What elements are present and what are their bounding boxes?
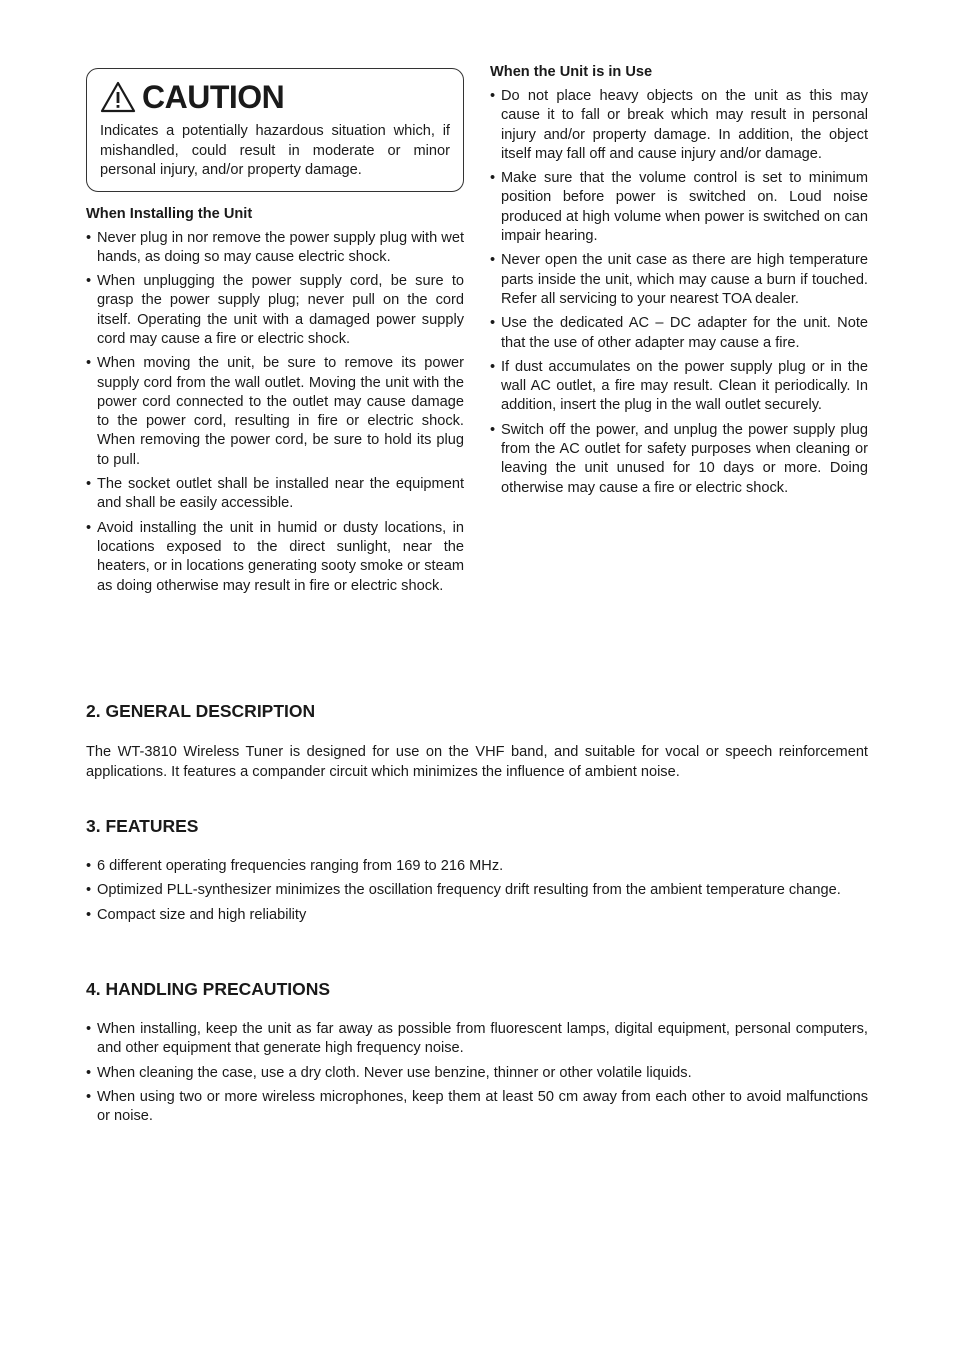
- caution-heading: CAUTION: [142, 78, 285, 115]
- list-item: • Switch off the power, and unplug the power supply plug from the AC outlet for safety purposes when cleaning or leaving the unit unused for 10 days or more. Doing otherwise may cause a fire or electric shock.: [490, 421, 868, 498]
- features-heading: 3. FEATURES: [86, 816, 199, 836]
- features-section: [86, 816, 868, 930]
- list-item: • When using two or more wireless microphones, keep them at least 50 cm away from each other to avoid malfunctions or noise.: [86, 1088, 868, 1127]
- features-list: [86, 857, 868, 925]
- installing-list: [86, 229, 464, 596]
- list-item: • Make sure that the volume control is set to minimum position before power is switched on. Loud noise produced at high volume when power is switched on can impair hearing.: [490, 169, 868, 246]
- list-item: • Never plug in nor remove the power supply plug with wet hands, as doing so may cause electric shock.: [86, 229, 464, 268]
- list-item: • Use the dedicated AC – DC adapter for the unit. Note that the use of other adapter may cause a fire.: [490, 314, 868, 353]
- in-use-list: [490, 87, 868, 498]
- list-item: • When cleaning the case, use a dry cloth. Never use benzine, thinner or other volatile liquids.: [86, 1064, 868, 1083]
- right-column: [490, 64, 868, 503]
- left-column: [86, 68, 464, 601]
- caution-description: Indicates a potentially hazardous situation which, if mishandled, could result in moderate or minor personal injury, and/or property damage.: [100, 123, 450, 178]
- list-item: • Avoid installing the unit in humid or dusty locations, in locations exposed to the direct sunlight, near the heaters, or in locations generating sooty smoke or steam as doing otherwise may result in fire or electric shock.: [86, 519, 464, 596]
- general-description-heading: 2. GENERAL DESCRIPTION: [86, 701, 316, 721]
- list-item: • When installing, keep the unit as far away as possible from fluorescent lamps, digital equipment, personal computers, and other equipment that generate high frequency noise.: [86, 1020, 868, 1059]
- in-use-heading: When the Unit is in Use: [490, 64, 653, 80]
- list-item: • 6 different operating frequencies ranging from 169 to 216 MHz.: [86, 857, 868, 876]
- list-item: • When unplugging the power supply cord, be sure to grasp the power supply plug; never pull on the cord itself. Operating the unit with a damaged power supply cord may cause a fire or electric shock.: [86, 272, 464, 349]
- list-item: • When moving the unit, be sure to remove its power supply cord from the wall outlet. Moving the unit with the power cord connected to the outlet may cause damage to the power cord, resulting in fire or electric shock. When removing the power cord, be sure to hold its plug to pull.: [86, 354, 464, 470]
- general-description-section: [86, 701, 868, 782]
- list-item: • Compact size and high reliability: [86, 906, 868, 925]
- list-item: • If dust accumulates on the power supply plug or in the wall AC outlet, a fire may result. Clean it periodically. In addition, insert the plug in the wall outlet securely.: [490, 358, 868, 416]
- handling-list: [86, 1020, 868, 1126]
- general-description-text: The WT-3810 Wireless Tuner is designed for use on the VHF band, and suitable for vocal or speech reinforcement applications. It features a compander circuit which minimizes the influence of ambient noise.: [86, 744, 868, 780]
- installing-heading: When Installing the Unit: [86, 205, 253, 222]
- list-item: • Do not place heavy objects on the unit as this may cause it to fall or break which may result in personal injury and/or property damage. In addition, the object itself may fall off and cause injury and/or damage.: [490, 87, 868, 164]
- handling-precautions-heading: 4. HANDLING PRECAUTIONS: [86, 979, 331, 999]
- caution-box: [86, 68, 464, 192]
- list-item: • Optimized PLL-synthesizer minimizes the oscillation frequency drift resulting from the ambient temperature change.: [86, 881, 868, 900]
- warning-triangle-icon: [100, 81, 136, 113]
- caution-title: [100, 77, 450, 117]
- handling-precautions-section: [86, 979, 868, 1131]
- list-item: • The socket outlet shall be installed near the equipment and shall be easily accessible.: [86, 475, 464, 514]
- list-item: • Never open the unit case as there are high temperature parts inside the unit, which may cause a burn if touched. Refer all servicing to your nearest TOA dealer.: [490, 251, 868, 309]
